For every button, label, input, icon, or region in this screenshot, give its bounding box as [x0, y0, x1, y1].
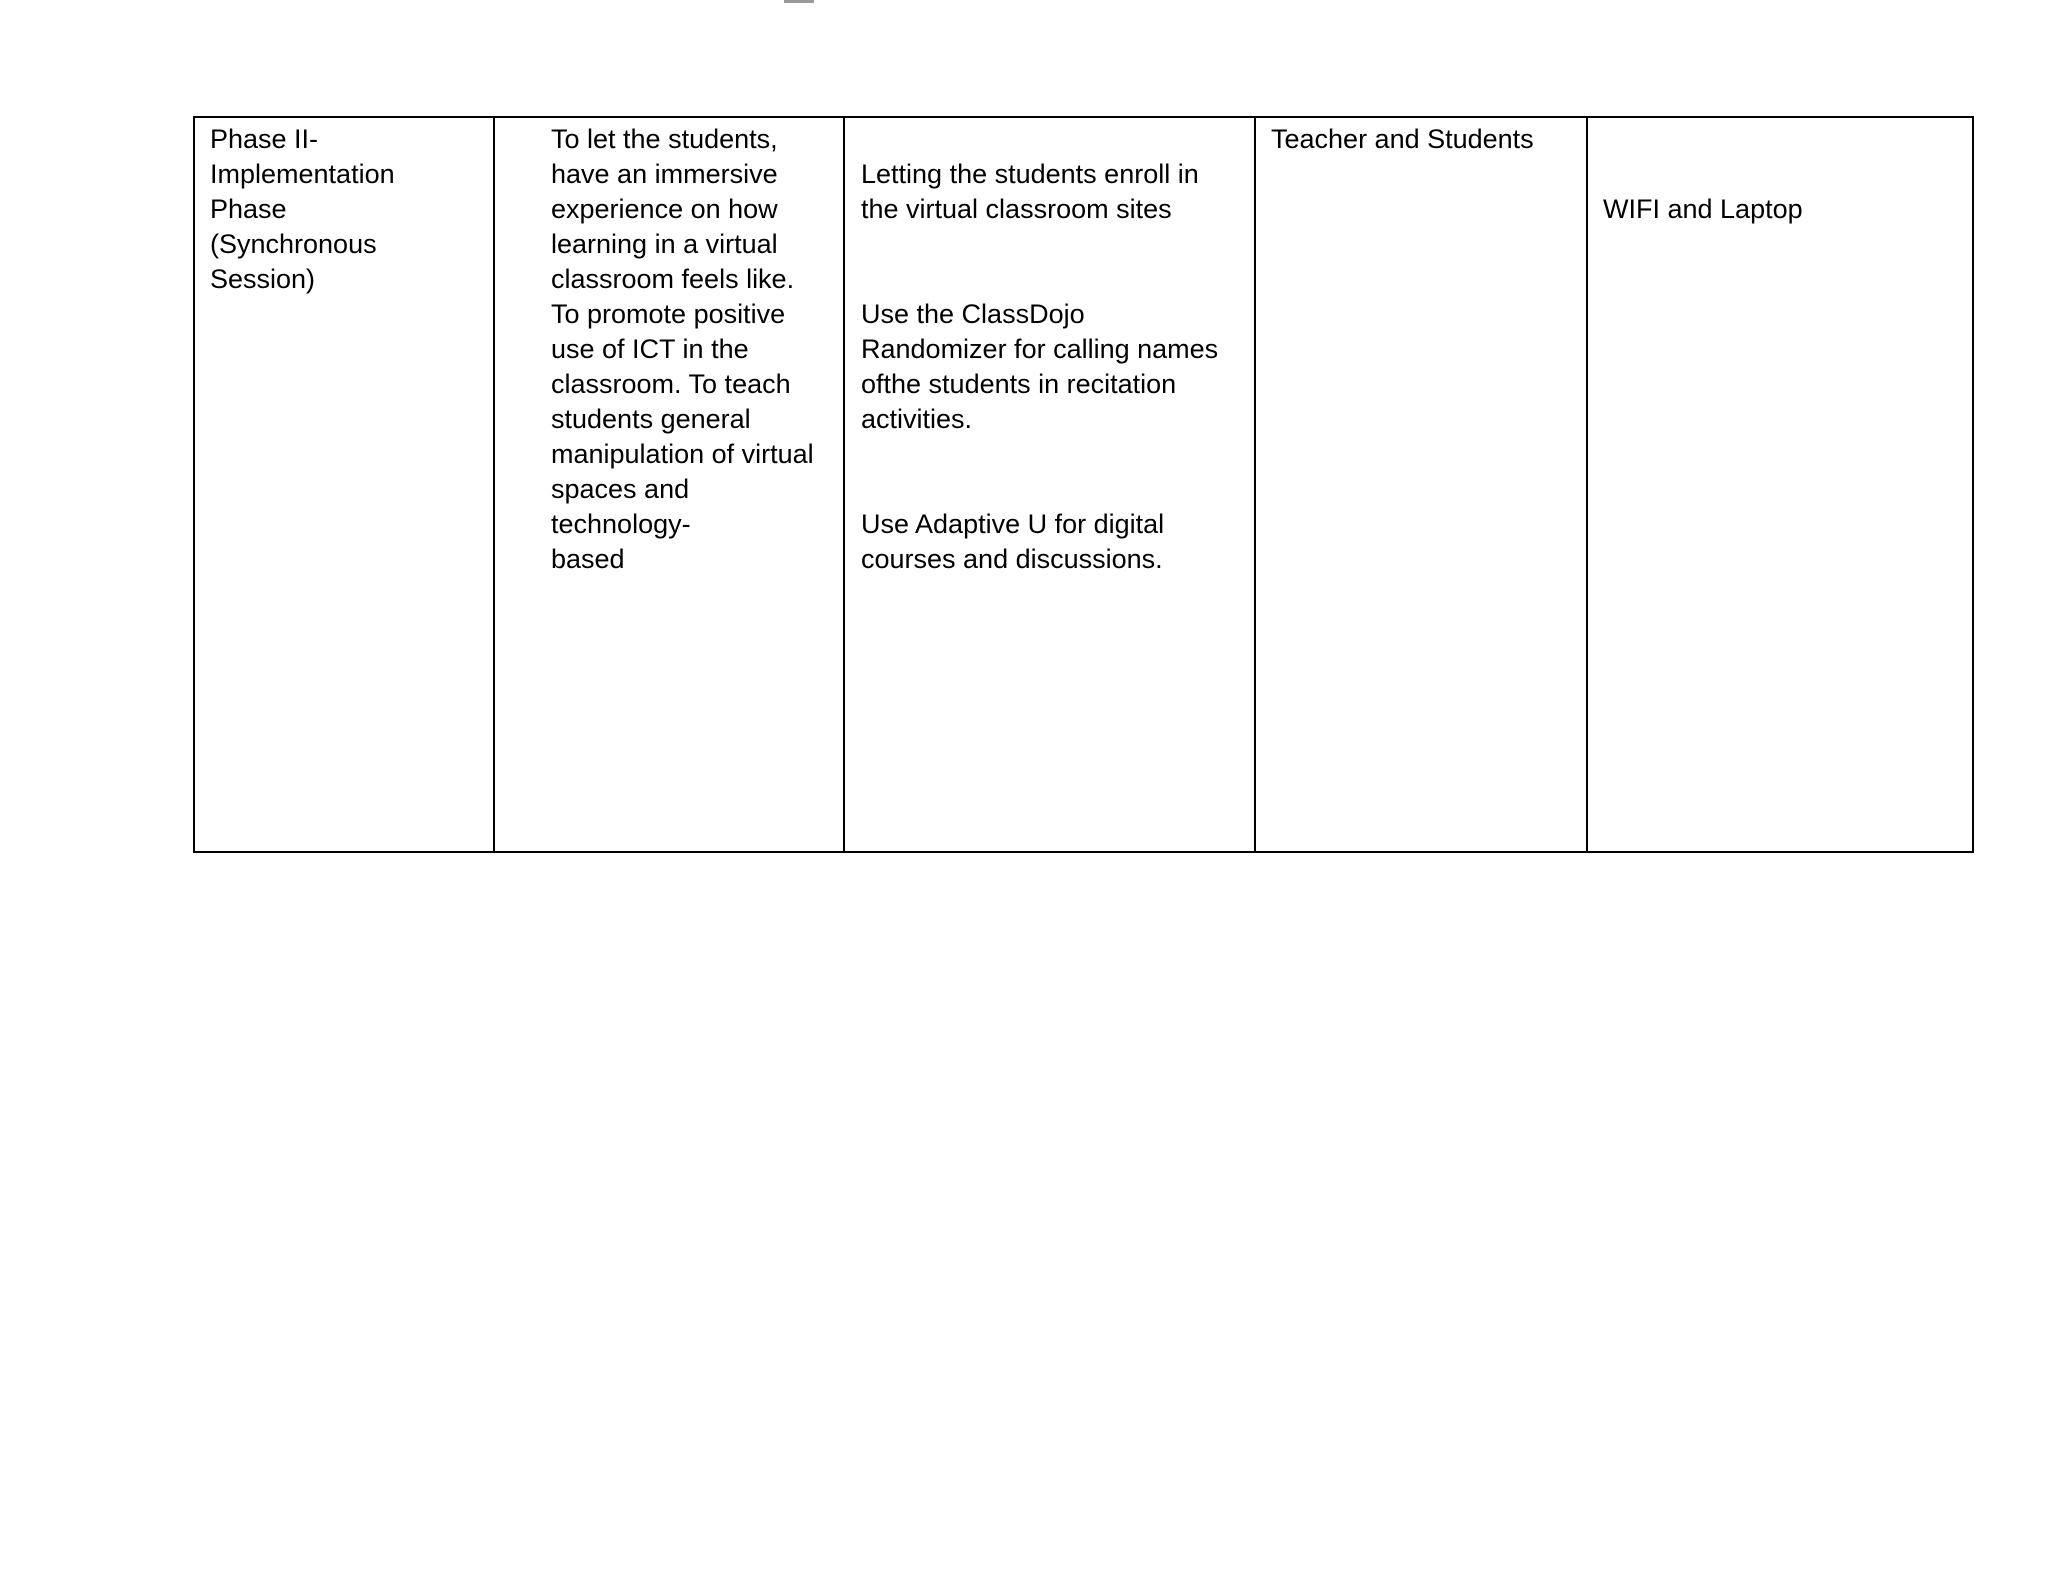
resources-cell [1587, 117, 1973, 852]
header-mark [784, 0, 814, 3]
activity-enroll: Letting the students enroll in the virtual classroom sites [861, 159, 1199, 224]
activity-classdojo: Use the ClassDojo Randomizer for calling names ofthe students in recitation activities. [861, 299, 1219, 434]
resources-text: WIFI and Laptop [1603, 194, 1803, 224]
objectives-text: To let the students, have an immersive experience on how learning in a virtual classroom feels like. To promote positive use of ICT in the classroom. To teach students general manipulation of virtual spaces and technology- based [551, 124, 814, 574]
objectives-cell [494, 117, 844, 852]
implementation-plan-table [193, 116, 1974, 853]
persons-involved-text: Teacher and Students [1271, 124, 1534, 154]
phase-text: Phase II- Implementation Phase (Synchronous Session) [210, 124, 395, 294]
persons-involved-cell [1255, 117, 1587, 852]
activities-cell [844, 117, 1255, 852]
phase-cell [194, 117, 494, 852]
table-row [194, 117, 1973, 852]
activity-adaptive-u: Use Adaptive U for digital courses and discussions. [861, 509, 1165, 574]
